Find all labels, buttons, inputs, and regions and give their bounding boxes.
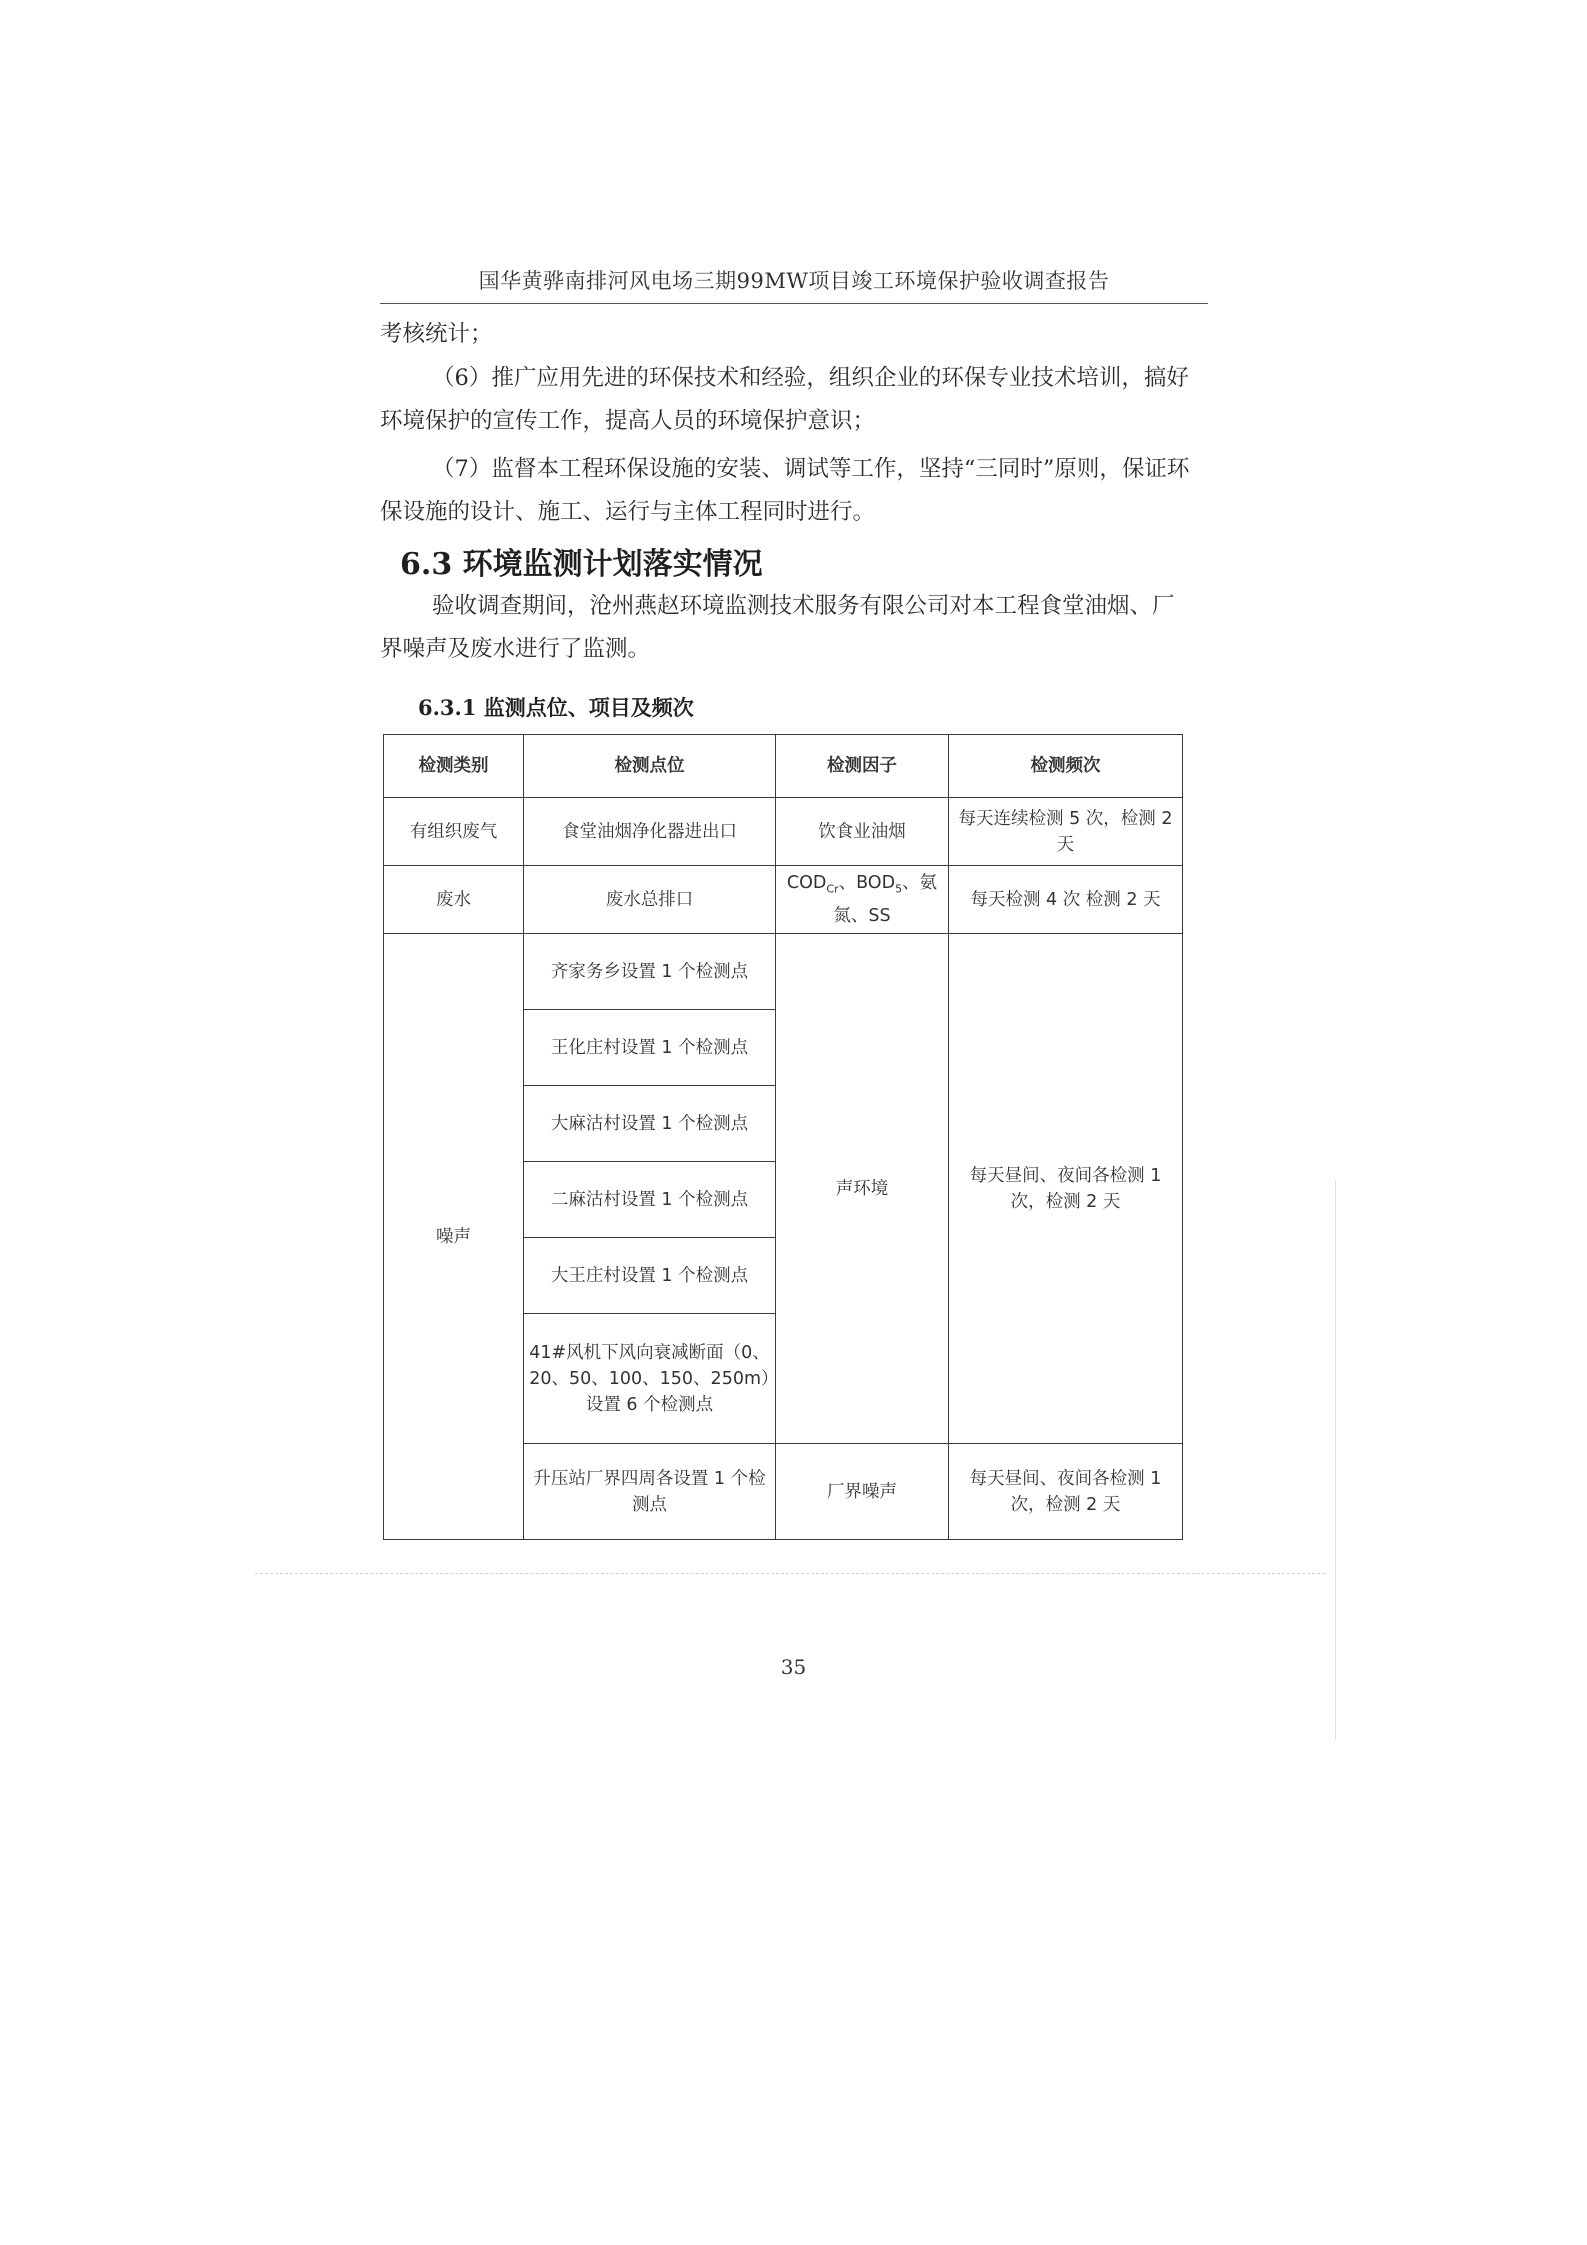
cell-category: 噪声 (384, 934, 524, 1540)
factor-bod: 、BOD (838, 873, 896, 894)
table-row (384, 798, 1183, 866)
scan-artifact-line (255, 1573, 1325, 1574)
item-7: （7）监督本工程环保设施的安装、调试等工作，坚持“三同时”原则，保证环保设施的设计、施工、运行与主体工程同时进行。 (380, 456, 1190, 525)
cell-location: 41#风机下风向衰减断面（0、20、50、100、150、250m）设置 6 个检测点 (524, 1314, 776, 1444)
cell-location: 齐家务乡设置 1 个检测点 (524, 934, 776, 1010)
cell-frequency: 每天检测 4 次 检测 2 天 (949, 866, 1183, 934)
cell-location: 食堂油烟净化器进出口 (524, 798, 776, 866)
table-row (384, 934, 1183, 1010)
cell-location: 大麻沽村设置 1 个检测点 (524, 1086, 776, 1162)
cell-location: 废水总排口 (524, 866, 776, 934)
cell-location: 升压站厂界四周各设置 1 个检测点 (524, 1444, 776, 1540)
cell-category: 废水 (384, 866, 524, 934)
cell-factor: 饮食业油烟 (776, 798, 949, 866)
cell-frequency: 每天连续检测 5 次，检测 2 天 (949, 798, 1183, 866)
header-frequency: 检测频次 (949, 735, 1183, 798)
cell-category: 有组织废气 (384, 798, 524, 866)
monitoring-table (383, 734, 1183, 1540)
section-paragraph: 验收调查期间，沧州燕赵环境监测技术服务有限公司对本工程食堂油烟、厂界噪声及废水进行了监测。 (380, 593, 1175, 662)
factor-rest: 、氨氮、SS (833, 873, 938, 926)
header-category: 检测类别 (384, 735, 524, 798)
table-header-row (384, 735, 1183, 798)
cell-location: 大王庄村设置 1 个检测点 (524, 1238, 776, 1314)
table-row (384, 866, 1183, 934)
header-location: 检测点位 (524, 735, 776, 798)
report-header (380, 265, 1208, 304)
item-6: （6）推广应用先进的环保技术和经验，组织企业的环保专业技术培训，搞好环境保护的宣传工作，提高人员的环境保护意识； (380, 365, 1189, 434)
header-factor: 检测因子 (776, 735, 949, 798)
cell-factor: 声环境 (776, 934, 949, 1444)
cell-location: 二麻沽村设置 1 个检测点 (524, 1162, 776, 1238)
cell-location: 王化庄村设置 1 个检测点 (524, 1010, 776, 1086)
factor-bod-sub: 5 (895, 882, 903, 896)
cell-factor (776, 866, 949, 934)
factor-cod: COD (786, 873, 827, 894)
cell-factor: 厂界噪声 (776, 1444, 949, 1540)
section-title: 6.3 环境监测计划落实情况 (400, 547, 763, 582)
line-top: 考核统计； (380, 321, 493, 347)
cell-frequency: 每天昼间、夜间各检测 1 次，检测 2 天 (949, 934, 1183, 1444)
subsection-title: 6.3.1 监测点位、项目及频次 (418, 695, 694, 720)
cell-frequency: 每天昼间、夜间各检测 1 次，检测 2 天 (949, 1444, 1183, 1540)
factor-cod-sub: Cr (826, 882, 839, 896)
report-title: 国华黄骅南排河风电场三期99MW项目竣工环境保护验收调查报告 (478, 269, 1110, 293)
page-number: 35 (780, 1655, 807, 1679)
